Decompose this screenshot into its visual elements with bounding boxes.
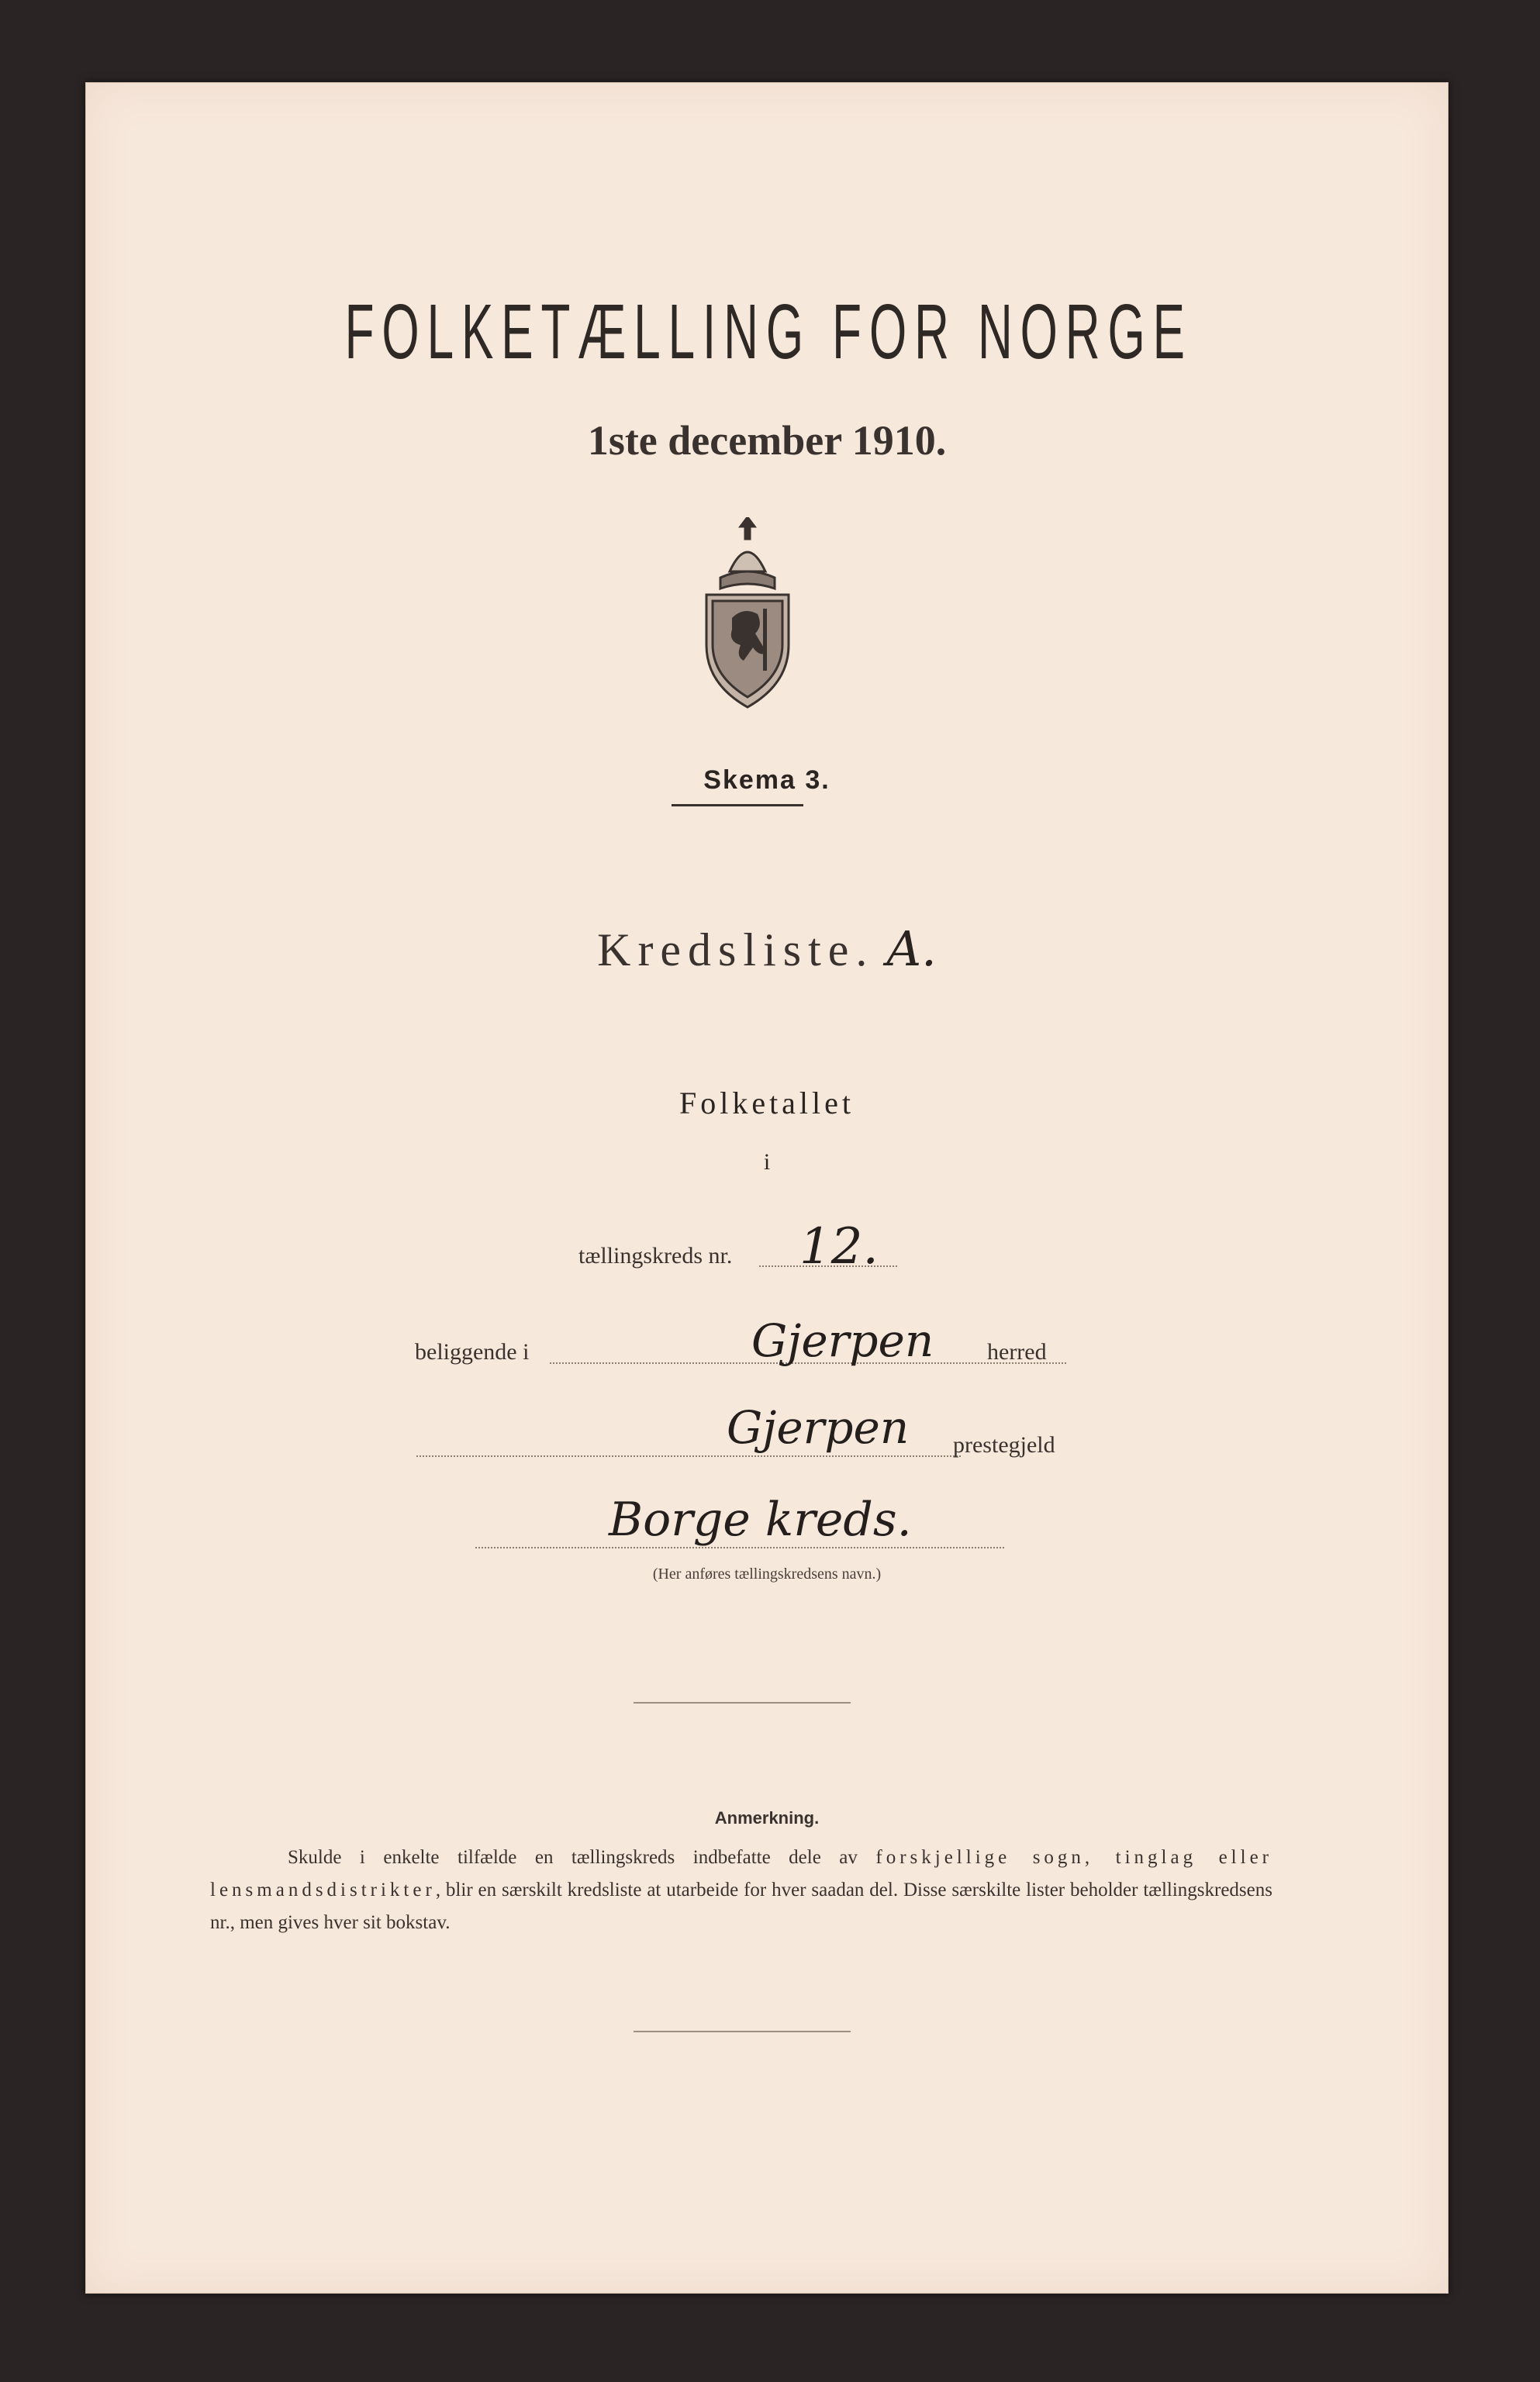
taellingskreds-label: tællingskreds nr. bbox=[578, 1243, 733, 1269]
herred-value: Gjerpen bbox=[751, 1314, 934, 1367]
schema-underline bbox=[672, 804, 803, 806]
taellingskreds-value: 12. bbox=[799, 1218, 879, 1276]
anmerkning-text-part-1: Skulde i enkelte tilfælde en tællingskreds indbefatte dele av bbox=[288, 1847, 876, 1868]
prestegjeld-label: prestegjeld bbox=[953, 1432, 1055, 1458]
anmerkning-title: Anmerkning. bbox=[714, 1808, 820, 1828]
anmerkning-text-spaced: forskjellige sogn, tinglag eller lensmandsdistrikter bbox=[210, 1847, 1272, 1900]
kredsliste-heading bbox=[86, 920, 1448, 977]
bottom-divider bbox=[634, 2031, 851, 2032]
form-title: FOLKETÆLLING FOR NORGE bbox=[344, 288, 1193, 375]
schema-number: Skema 3. bbox=[703, 765, 830, 795]
beliggende-label: beliggende i bbox=[415, 1339, 530, 1365]
kreds-name-note: (Her anføres tællingskredsens navn.) bbox=[652, 1566, 882, 1583]
section-divider bbox=[634, 1702, 851, 1704]
i-label: i bbox=[763, 1149, 771, 1175]
folketallet-label: Folketallet bbox=[678, 1086, 855, 1120]
kreds-name-dotted-line bbox=[475, 1547, 1004, 1548]
anmerkning-text-part-2: , blir en særskilt kredsliste at utarbeide for hver saadan del. Disse særskilte lister beholder tællingskredsens nr., men gives hver sit bokstav. bbox=[210, 1880, 1272, 1933]
prestegjeld-value: Gjerpen bbox=[727, 1401, 910, 1454]
anmerkning-text bbox=[210, 1842, 1272, 1939]
kreds-name-value: Borge kreds. bbox=[609, 1493, 912, 1547]
coat-of-arms-icon bbox=[689, 517, 806, 711]
prestegjeld-dotted-line bbox=[416, 1455, 961, 1457]
kredsliste-label: Kredsliste. bbox=[597, 924, 875, 975]
census-date: 1ste december 1910. bbox=[587, 417, 947, 464]
census-form-page bbox=[85, 82, 1448, 2294]
kredsliste-letter: A. bbox=[886, 920, 937, 977]
herred-label: herred bbox=[987, 1339, 1047, 1365]
